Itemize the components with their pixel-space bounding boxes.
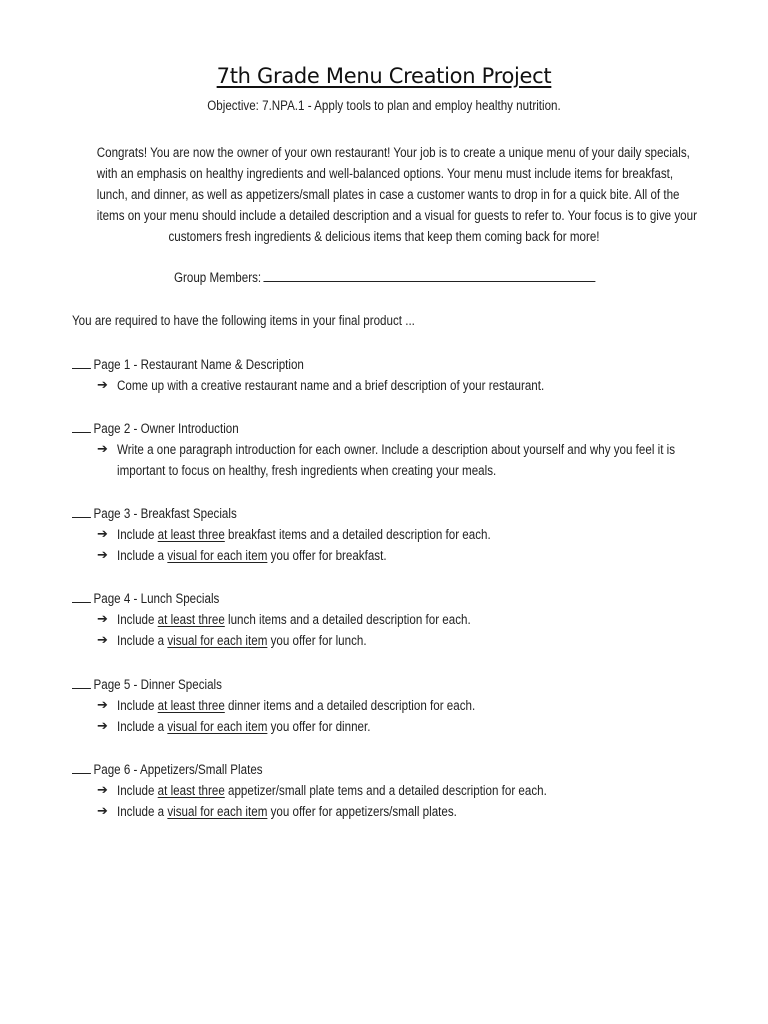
section-heading bbox=[72, 418, 622, 439]
bullet-item bbox=[72, 375, 712, 396]
checkbox-blank[interactable] bbox=[72, 506, 91, 518]
group-members-blank[interactable] bbox=[264, 269, 596, 282]
bullet-item bbox=[72, 609, 712, 630]
group-members-label: Group Members: bbox=[174, 270, 262, 285]
page-title: 7th Grade Menu Creation Project bbox=[216, 64, 552, 88]
arrow-bullet-icon: ➔ bbox=[97, 633, 108, 648]
bullet-text: appetizer/small plate tems and a detailed description for each. bbox=[224, 783, 547, 798]
arrow-bullet-icon: ➔ bbox=[97, 804, 108, 819]
bullet-emphasis: visual for each item bbox=[167, 719, 268, 734]
bullet-text: Include a bbox=[117, 633, 168, 648]
bullet-text: Come up with a creative restaurant name and a brief description of your restaurant. bbox=[117, 378, 545, 393]
intro-line: Congrats! You are now the owner of your own restaurant! Your job is to create a unique menu of your daily specials, bbox=[96, 145, 690, 160]
checkbox-blank[interactable] bbox=[72, 591, 91, 603]
bullet-item bbox=[72, 695, 712, 716]
bullet-text: Include a bbox=[117, 804, 168, 819]
bullet-text: you offer for appetizers/small plates. bbox=[267, 804, 457, 819]
bullet-item bbox=[72, 524, 712, 545]
section-heading-text: Page 6 - Appetizers/Small Plates bbox=[93, 762, 263, 777]
intro-line: with an emphasis on healthy ingredients and well-balanced options. Your menu must include items for breakfast, bbox=[96, 166, 674, 181]
bullet-text: important to focus on healthy, fresh ingredients when creating your meals. bbox=[117, 463, 497, 478]
section-heading bbox=[72, 674, 622, 695]
bullet-emphasis: visual for each item bbox=[167, 633, 268, 648]
bullet-emphasis: at least three bbox=[157, 698, 225, 713]
section-page-4 bbox=[72, 588, 712, 651]
bullet-text: dinner items and a detailed description for each. bbox=[224, 698, 476, 713]
section-heading-text: Page 1 - Restaurant Name & Description bbox=[93, 357, 304, 372]
arrow-bullet-icon: ➔ bbox=[97, 527, 108, 542]
bullet-text: you offer for breakfast. bbox=[267, 548, 387, 563]
bullet-text: breakfast items and a detailed description for each. bbox=[224, 527, 491, 542]
section-heading-text: Page 5 - Dinner Specials bbox=[93, 677, 222, 692]
checkbox-blank[interactable] bbox=[72, 357, 91, 369]
arrow-bullet-icon: ➔ bbox=[97, 612, 108, 627]
bullet-item bbox=[72, 801, 712, 822]
bullet-text: Write a one paragraph introduction for each owner. Include a description about yourself and why you feel it is bbox=[117, 442, 676, 457]
bullet-item bbox=[72, 439, 712, 481]
bullet-text: Include bbox=[117, 612, 158, 627]
section-heading-text: Page 2 - Owner Introduction bbox=[93, 421, 239, 436]
arrow-bullet-icon: ➔ bbox=[97, 442, 108, 457]
bullet-emphasis: visual for each item bbox=[167, 804, 268, 819]
bullet-text: Include bbox=[117, 783, 158, 798]
arrow-bullet-icon: ➔ bbox=[97, 378, 108, 393]
bullet-text: Include bbox=[117, 527, 158, 542]
intro-line: items on your menu should include a detailed description and a visual for guests to refer to. Your focus is to give your bbox=[96, 208, 697, 223]
section-heading bbox=[72, 588, 622, 609]
bullet-text: you offer for dinner. bbox=[267, 719, 371, 734]
checkbox-blank[interactable] bbox=[72, 421, 91, 433]
section-page-1 bbox=[72, 354, 712, 396]
bullet-text: Include a bbox=[117, 719, 168, 734]
bullet-item bbox=[72, 716, 712, 737]
arrow-bullet-icon: ➔ bbox=[97, 719, 108, 734]
bullet-text: Include a bbox=[117, 548, 168, 563]
bullet-text: lunch items and a detailed description for each. bbox=[224, 612, 471, 627]
section-heading bbox=[72, 759, 622, 780]
required-intro: You are required to have the following items in your final product ... bbox=[72, 313, 415, 328]
bullet-text: you offer for lunch. bbox=[267, 633, 367, 648]
bullet-emphasis: visual for each item bbox=[167, 548, 268, 563]
arrow-bullet-icon: ➔ bbox=[97, 698, 108, 713]
section-page-3 bbox=[72, 503, 712, 566]
section-page-6 bbox=[72, 759, 712, 822]
bullet-text: Include bbox=[117, 698, 158, 713]
arrow-bullet-icon: ➔ bbox=[97, 783, 108, 798]
section-page-5 bbox=[72, 674, 712, 737]
intro-line: lunch, and dinner, as well as appetizers/small plates in case a customer wants to drop in for a quick bite. All of the bbox=[96, 187, 680, 202]
bullet-item bbox=[72, 780, 712, 801]
intro-paragraph bbox=[50, 142, 718, 247]
bullet-emphasis: at least three bbox=[157, 527, 225, 542]
checkbox-blank[interactable] bbox=[72, 677, 91, 689]
arrow-bullet-icon: ➔ bbox=[97, 548, 108, 563]
checkbox-blank[interactable] bbox=[72, 762, 91, 774]
bullet-item bbox=[72, 630, 712, 651]
intro-line: customers fresh ingredients & delicious items that keep them coming back for more! bbox=[168, 229, 600, 244]
bullet-item bbox=[72, 545, 712, 566]
section-heading bbox=[72, 503, 622, 524]
section-heading bbox=[72, 354, 622, 375]
bullet-emphasis: at least three bbox=[157, 612, 225, 627]
section-heading-text: Page 4 - Lunch Specials bbox=[93, 591, 220, 606]
section-heading-text: Page 3 - Breakfast Specials bbox=[93, 506, 237, 521]
bullet-emphasis: at least three bbox=[157, 783, 225, 798]
section-page-2 bbox=[72, 418, 712, 481]
objective-line: Objective: 7.NPA.1 - Apply tools to plan and employ healthy nutrition. bbox=[207, 98, 561, 113]
group-members-row bbox=[174, 269, 596, 285]
